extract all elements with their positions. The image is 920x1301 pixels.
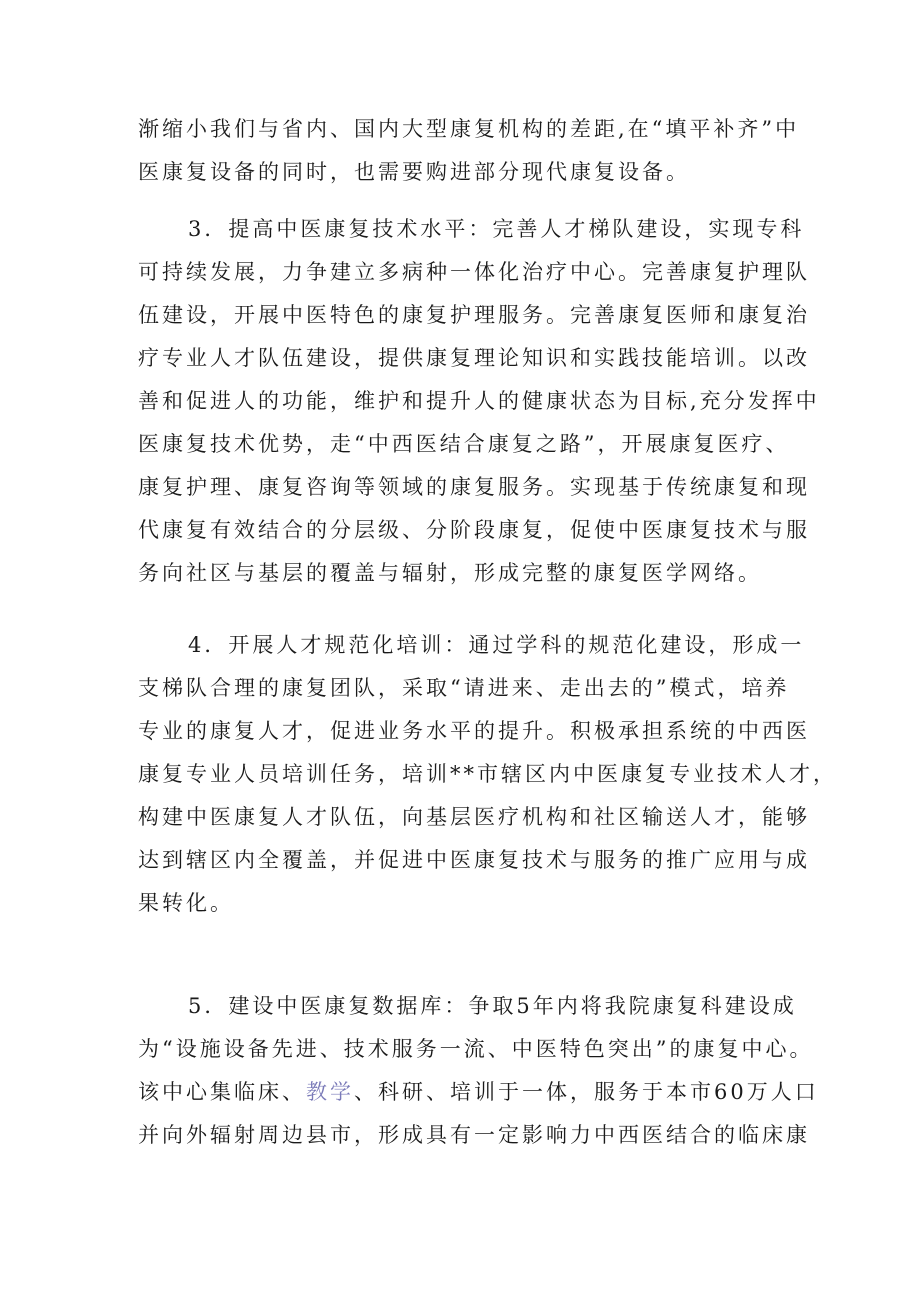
text-line: 构建中医康复人才队伍，向基层医疗机构和社区输送人才，能够 bbox=[138, 805, 810, 829]
paragraph-3 bbox=[138, 208, 820, 595]
text-line: 疗专业人才队伍建设，提供康复理论知识和实践技能培训。以改 bbox=[138, 346, 810, 370]
text-line: 5．建设中医康复数据库：争取5年内将我院康复科建设成 bbox=[188, 994, 797, 1018]
paragraph-continuation bbox=[138, 108, 798, 194]
text-line: 渐缩小我们与省内、国内大型康复机构的差距,在“填平补齐”中 bbox=[138, 117, 800, 141]
text-line: 为“设施设备先进、技术服务一流、中医特色突出”的康复中心。 bbox=[138, 1037, 814, 1061]
paragraph-4 bbox=[138, 624, 837, 925]
highlighted-text: 教学 bbox=[306, 1080, 354, 1104]
text-line: 3．提高中医康复技术水平：完善人才梯队建设，实现专科 bbox=[188, 217, 805, 241]
text-segment: 该中心集临床、 bbox=[138, 1080, 306, 1104]
text-line: 4．开展人才规范化培训：通过学科的规范化建设，形成一 bbox=[188, 633, 805, 657]
text-segment: 、科研、培训于一体，服务于本市60万人口 bbox=[354, 1080, 819, 1104]
paragraph-5 bbox=[138, 985, 819, 1157]
text-line: 伍建设，开展中医特色的康复护理服务。完善康复医师和康复治 bbox=[138, 303, 810, 327]
text-line bbox=[138, 1071, 819, 1114]
text-line: 康复专业人员培训任务，培训**市辖区内中医康复专业技术人才， bbox=[138, 762, 837, 786]
text-line: 可持续发展，力争建立多病种一体化治疗中心。完善康复护理队 bbox=[138, 260, 810, 284]
text-line: 医康复设备的同时，也需要购进部分现代康复设备。 bbox=[138, 160, 690, 184]
text-line: 康复护理、康复咨询等领域的康复服务。实现基于传统康复和现 bbox=[138, 475, 810, 499]
text-line: 专业的康复人才，促进业务水平的提升。积极承担系统的中西医 bbox=[138, 719, 810, 743]
text-line: 并向外辐射周边县市，形成具有一定影响力中西医结合的临床康 bbox=[138, 1123, 810, 1147]
text-line: 果转化。 bbox=[138, 891, 234, 915]
text-line: 善和促进人的功能，维护和提升人的健康状态为目标,充分发挥中 bbox=[138, 389, 820, 413]
text-line: 代康复有效结合的分层级、分阶段康复，促使中医康复技术与服 bbox=[138, 518, 810, 542]
text-line: 医康复技术优势，走“中西医结合康复之路”，开展康复医疗、 bbox=[138, 432, 790, 456]
text-line: 务向社区与基层的覆盖与辐射，形成完整的康复医学网络。 bbox=[138, 561, 762, 585]
text-line: 支梯队合理的康复团队，采取“请进来、走出去的”模式，培养 bbox=[138, 676, 790, 700]
text-line: 达到辖区内全覆盖，并促进中医康复技术与服务的推广应用与成 bbox=[138, 848, 810, 872]
